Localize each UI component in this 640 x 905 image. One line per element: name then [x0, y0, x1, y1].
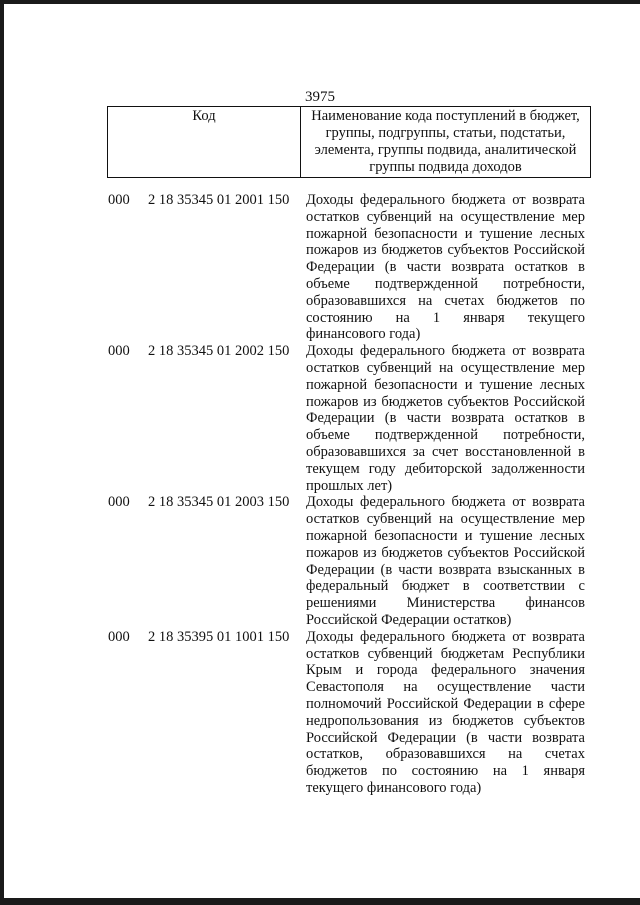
table-row — [108, 494, 592, 628]
row-code: 2 18 35345 01 2002 150 — [148, 343, 290, 360]
scan-edge-bottom — [0, 898, 640, 905]
header-code-column: Код — [108, 107, 301, 177]
table-row — [108, 192, 592, 343]
row-code: 2 18 35395 01 1001 150 — [148, 628, 290, 645]
page-number: 3975 — [305, 89, 335, 105]
scan-edge-top — [0, 0, 640, 4]
row-prefix: 000 — [108, 343, 130, 360]
table-row — [108, 629, 592, 797]
row-description: Доходы федерального бюджета от возврата остатков субвенций на осуществление мер пожарной безопасности и тушение лесных пожаров из бюджетов субъектов Российской Федерации (в части возврата остатков в объеме подтвержденной потребности, образовавшихся на счетах бюджетов по состоянию на 1 января текущего финансового года) — [306, 192, 585, 343]
table-body — [108, 192, 592, 797]
header-name-column: Наименование кода поступлений в бюджет, группы, подгруппы, статьи, подстатьи, элемента, группы подвида, аналитической группы подвида доходов — [311, 108, 580, 175]
row-description: Доходы федерального бюджета от возврата остатков субвенций бюджетам Республики Крым и города федерального значения Севастополя на осуществление части полномочий Российской Федерации в сфере недропользования из бюджетов субъектов Российской Федерации (в части возврата остатков, образовавшихся на счетах бюджетов по состоянию на 1 января текущего финансового года) — [306, 628, 585, 796]
table-header — [107, 106, 591, 178]
scan-edge-left — [0, 0, 4, 905]
row-code: 2 18 35345 01 2003 150 — [148, 494, 290, 511]
table-row — [108, 343, 592, 494]
row-description: Доходы федерального бюджета от возврата остатков субвенций на осуществление мер пожарной безопасности и тушение лесных пожаров из бюджетов субъектов Российской Федерации (в части возврата остатков в объеме подтвержденной потребности, образовавшихся за счет восстановленной в текущем году дебиторской задолженности прошлых лет) — [306, 343, 585, 494]
row-prefix: 000 — [108, 628, 130, 645]
row-code: 2 18 35345 01 2001 150 — [148, 192, 290, 208]
row-description: Доходы федерального бюджета от возврата остатков субвенций на осуществление мер пожарной безопасности и тушение лесных пожаров из бюджетов субъектов Российской Федерации (в части возврата взысканных в федеральный бюджет в соответствии с решениями Министерства финансов Российской Федерации остатков) — [306, 494, 585, 628]
row-prefix: 000 — [108, 192, 130, 208]
row-prefix: 000 — [108, 494, 130, 511]
